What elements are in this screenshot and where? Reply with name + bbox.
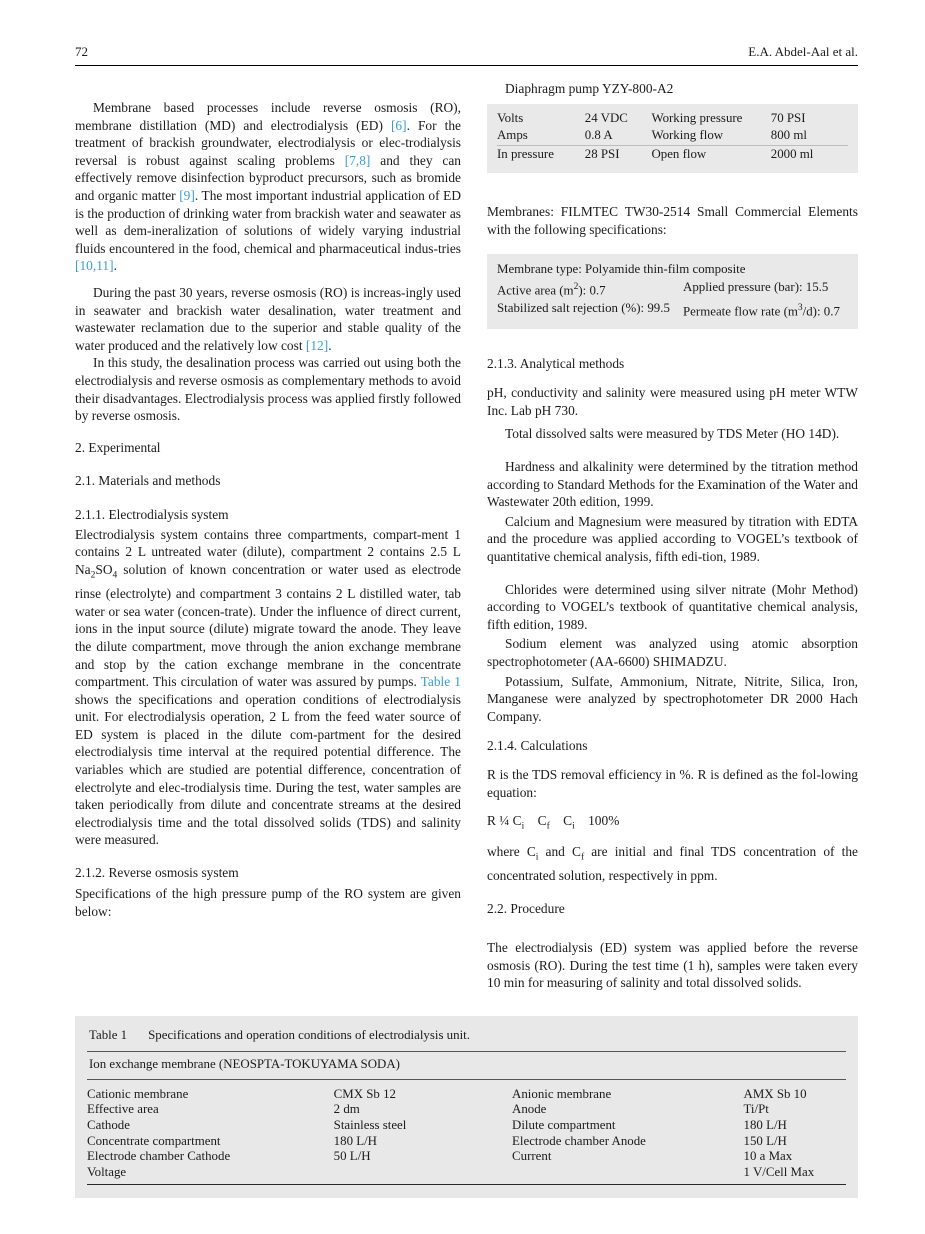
paragraph-r-definition: R is the TDS removal efficiency in %. R is defined as the fol-lowing equation:	[487, 767, 858, 800]
table1-container	[75, 1016, 858, 1199]
citation-link[interactable]: [12]	[305, 337, 329, 353]
table-row: Cathode Stainless steel Dilute compartment 180 L/H	[87, 1118, 787, 1132]
table1-subheader: Ion exchange membrane (NEOSPTA-TOKUYAMA SODA)	[87, 1051, 846, 1080]
paragraph-electrodialysis-system: Electrodialysis system contains three compartments, compart-ment 1 contains 2 L untreated water (dilute), compartment 2 contains 2.5 L $Na_2SO_4$ solution of known concentration or water used as electrode rinse (electrolyte) and compartment 3 contains 2 L distilled water, tab water or sea water (concen-trate). Under the influence of direct current, ions in the input source (dilute) migrate toward the anode. They leave the dilute compartment, move through the anion exchange membrane and stop by the cation exchange membrane in the concentrate compartment. This circulation of water was assured by pumps. Table 1 shows the specifications and operation conditions of electrodialysis unit. For electrodialysis operation, 2 L from the feed water source of ED system is placed in the dilute com-partment for the desired electrodialysis time interval at the required potential difference. The variables which are studied are potential difference, concentration of electrolyte and elec-trodialysis time. During the test, water samples are taken periodically from dilute and concentrate streams at the desired electrodialysis time and the total dissolved solids (TDS) and salinity were measured.	[75, 526, 461, 848]
membrane-spec-box	[487, 254, 858, 329]
table1-caption	[87, 1025, 846, 1051]
table-row: Cationic membrane CMX Sb 12 Anionic membrane AMX Sb 10	[87, 1086, 807, 1101]
table-row: Volts 24 VDC Working pressure 70 PSI	[497, 111, 806, 125]
page-number: 72	[75, 44, 88, 59]
pump-spec-box	[487, 104, 858, 173]
paragraph-chlorides: Chlorides were determined using silver nitrate (Mohr Method) according to VOGEL’s textbook of quantitative chemical analysis, fifth edition, 1989.	[487, 581, 858, 632]
citation-link[interactable]: Table 1	[420, 674, 461, 690]
paragraph-membrane-processes: Membrane based processes include reverse osmosis (RO), membrane distillation (MD) and electrodialysis (ED) [6]. For the treatment of brackish groundwater, electrodialysis or elec-trodialysis reversal is robust against scaling problems [7,8] and they can effectively remove disinfection byproduct precursors, such as bromide and organic matter [9]. The most important industrial application of ED is the production of drinking water from brackish water and seawater as well as dem-ineralization of solutions of widely varying industrial fluids encountered in the food, chemical and pharmaceutical indus-tries [10,11].	[75, 100, 462, 274]
section-heading-procedure: 2.2. Procedure	[487, 901, 565, 917]
paragraph-reverse-osmosis-30-years: During the past 30 years, reverse osmosis (RO) is increas-ingly used in seawater and brackish water desalination, water treatment and wastewater reclamation due to the superior and stable quality of the water produced and the relatively low cost [12].	[75, 284, 461, 353]
table-row: Voltage 1 V/Cell Max	[87, 1164, 815, 1179]
membrane-salt-rejection: Stabilized salt rejection (%): 99.5	[497, 300, 670, 315]
paragraph-calcium-magnesium: Calcium and Magnesium were measured by titration with EDTA and the procedure was applied according to VOGEL’s textbook of quantitative chemical analysis, fifth edi-tion, 1989.	[487, 513, 858, 564]
section-heading-materials-methods: 2.1. Materials and methods	[75, 472, 221, 488]
membrane-applied-pressure: Applied pressure (bar): 15.5	[683, 279, 829, 294]
paragraph-sodium: Sodium element was analyzed using atomic absorption spectrophotometer (AA-6600) SHIMADZU.	[487, 636, 858, 669]
table1-caption-text: Specifications and operation conditions of electrodialysis unit.	[148, 1027, 470, 1042]
table-row: Effective area 2 dm Anode Ti/Pt	[87, 1102, 769, 1117]
section-heading-reverse-osmosis-system: 2.1.2. Reverse osmosis system	[75, 865, 239, 881]
paragraph-this-study: In this study, the desalination process was carried out using both the electrodialysis and reverse osmosis as complementary methods to avoid their disadvantages. Electrodialysis process was applied firstly followed by reverse osmosis.	[75, 355, 461, 424]
section-heading-electrodialysis-system: 2.1.1. Electrodialysis system	[75, 506, 229, 522]
membrane-active-area: Active area $(m^2)$: 0.7	[497, 281, 606, 298]
paragraph-membranes-filmtec: Membranes: FILMTEC TW30-2514 Small Commercial Elements with the following specifications:	[487, 204, 858, 237]
citation-link[interactable]: [7,8]	[344, 152, 371, 168]
table-row: Concentrate compartment 180 L/H Electrode chamber Anode 150 L/H	[87, 1133, 787, 1148]
paragraph-procedure: The electrodialysis (ED) system was applied before the reverse osmosis (RO). During the test time (1 h), samples were taken every 10 min for measuring of salinity and total dissolved solids.	[487, 940, 858, 991]
table1	[87, 1083, 846, 1186]
paragraph-ph-conductivity: pH, conductivity and salinity were measured using pH meter WTW Inc. Lab pH 730.	[487, 385, 858, 418]
pump-model-title: Diaphragm pump YZY-800-A2	[505, 81, 674, 96]
citation-link[interactable]: [9]	[179, 187, 195, 203]
section-heading-experimental: 2. Experimental	[75, 439, 161, 455]
tds-removal-equation: R ¼ $C_i$ $C_f$ $C_i$ 100%	[487, 812, 620, 832]
column-left	[75, 99, 461, 992]
membrane-permeate-flow: Permeate flow rate $(m^3/d)$: 0.7	[683, 302, 840, 318]
section-heading-calculations: 2.1.4. Calculations	[487, 738, 588, 754]
table-row: Amps 0.8 A Working flow 800 ml	[497, 127, 848, 145]
table1-caption-label: Table 1	[89, 1027, 128, 1042]
citation-link[interactable]: [6]	[390, 117, 407, 133]
citation-link[interactable]: [10,11]	[75, 258, 114, 274]
page-header	[75, 44, 858, 66]
table-row: In pressure 28 PSI Open flow 2000 ml	[497, 146, 814, 161]
paragraph-potassium-sulfate: Potassium, Sulfate, Ammonium, Nitrate, Nitrite, Silica, Iron, Manganese were analyzed by spectrophotometer DR 2000 Hach Company.	[487, 673, 858, 724]
column-right	[487, 81, 858, 992]
running-title: E.A. Abdel-Aal et al.	[748, 44, 858, 59]
table-row: Electrode chamber Cathode 50 L/H Current 10 a Max	[87, 1149, 793, 1164]
paragraph-hardness-alkalinity: Hardness and alkalinity were determined by the titration method according to Standard Methods for the Examination of the Water and Wastewater 20th edition, 1999.	[487, 459, 858, 510]
pump-spec-table	[497, 110, 848, 163]
section-heading-analytical-methods: 2.1.3. Analytical methods	[487, 356, 625, 372]
paragraph-where-ci-cf: where $C_i$ and $C_f$ are initial and final TDS concentration of the concentrated solution, respectively in ppm.	[487, 844, 858, 884]
paragraph-ro-pump-specs: Specifications of the high pressure pump of the RO system are given below:	[75, 886, 461, 919]
paragraph-tds-meter: Total dissolved salts were measured by TDS Meter (HO 14D).	[505, 426, 840, 442]
membrane-type-line: Membrane type: Polyamide thin-film composite	[497, 262, 746, 277]
